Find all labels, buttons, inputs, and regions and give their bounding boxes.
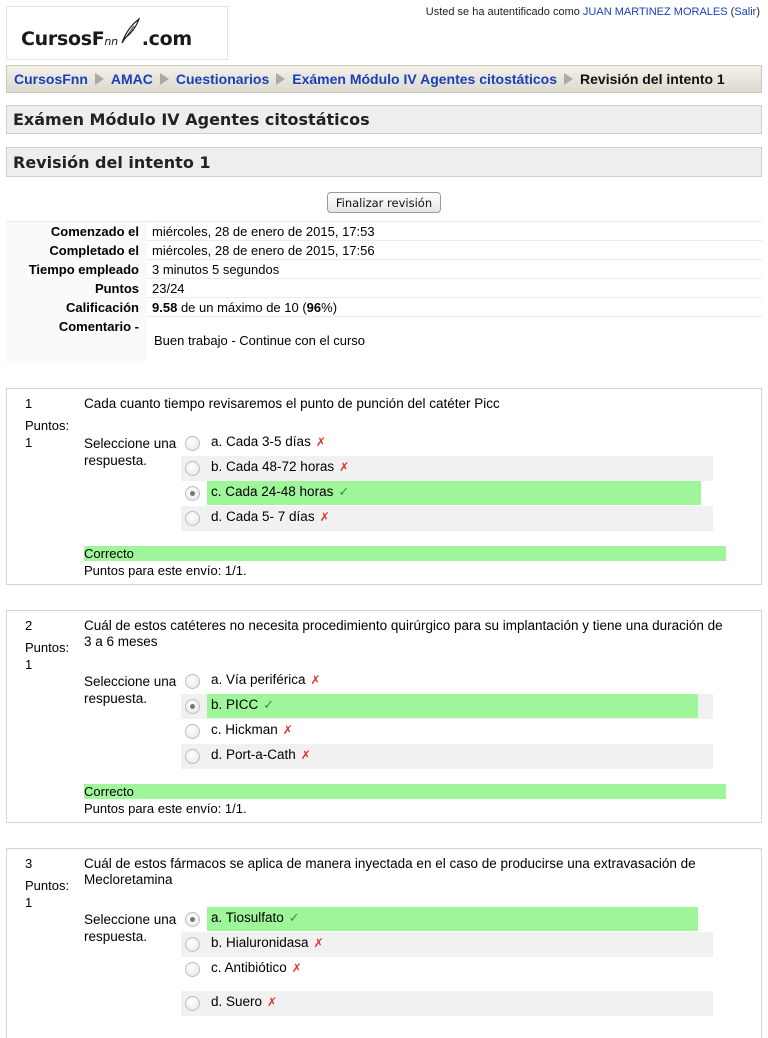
grade-mid: de un máximo de 10 ( (180, 300, 307, 315)
answer-label: b. PICC ✓ (207, 694, 698, 718)
answer-label: c. Cada 24-48 horas ✓ (207, 481, 701, 505)
answer-list (181, 669, 713, 769)
logout-link[interactable]: Salir (734, 6, 757, 18)
radio-button-selected[interactable] (185, 699, 200, 714)
answer-option[interactable] (181, 506, 713, 531)
summary-row-comment (6, 317, 762, 364)
breadcrumb (6, 65, 762, 93)
section-title: Revisión del intento 1 (6, 147, 762, 177)
completed-label: Completado el (49, 243, 139, 258)
incorrect-icon: ✗ (313, 936, 324, 950)
started-value: miércoles, 28 de enero de 2015, 17:53 (147, 222, 762, 241)
answer-label: a. Cada 3-5 días ✗ (211, 434, 326, 449)
correct-icon: ✓ (288, 910, 300, 925)
radio-button[interactable] (185, 724, 200, 739)
answer-option[interactable] (181, 932, 713, 957)
answer-option[interactable] (181, 694, 713, 719)
answer-label: a. Tiosulfato ✓ (207, 907, 698, 931)
started-label: Comenzado el (50, 224, 139, 239)
incorrect-icon: ✗ (282, 723, 293, 737)
points-value: 23/24 (147, 279, 762, 298)
question-points: Puntos: 1 (25, 418, 70, 450)
grade-end: %) (321, 300, 338, 315)
answer-option[interactable] (181, 744, 713, 769)
question-number: 3 (25, 856, 33, 871)
breadcrumb-cursosfnn[interactable]: CursosFnn (14, 71, 88, 87)
incorrect-icon: ✗ (339, 460, 350, 474)
question-number: 2 (25, 618, 33, 633)
user-name-link[interactable]: JUAN MARTINEZ MORALES (582, 6, 728, 18)
correct-icon: ✓ (338, 484, 350, 499)
grade-score: 9.58 (152, 300, 178, 315)
answer-label: b. Cada 48-72 horas ✗ (211, 459, 350, 474)
radio-button[interactable] (185, 962, 200, 977)
answer-list (181, 431, 713, 531)
page-title: Exámen Módulo IV Agentes citostáticos (6, 105, 762, 134)
feather-icon (119, 17, 141, 45)
feedback-correct: Correcto (84, 546, 726, 561)
breadcrumb-current: Revisión del intento 1 (580, 71, 725, 87)
incorrect-icon: ✗ (291, 961, 302, 975)
time-value: 3 minutos 5 segundos (147, 260, 762, 279)
breadcrumb-exam[interactable]: Exámen Módulo IV Agentes citostáticos (292, 71, 558, 87)
breadcrumb-separator-icon (95, 73, 104, 85)
comment-value: Buen trabajo - Continue con el curso (147, 317, 762, 364)
incorrect-icon: ✗ (310, 673, 321, 687)
answer-option[interactable] (181, 431, 713, 456)
question-number: 1 (25, 396, 33, 411)
incorrect-icon: ✗ (319, 510, 330, 524)
question-text: Cada cuanto tiempo revisaremos el punto de punción del catéter Picc (84, 396, 500, 411)
answer-prompt: Seleccione una respuesta. (84, 912, 177, 944)
breadcrumb-amac[interactable]: AMAC (110, 71, 153, 87)
answer-option[interactable] (181, 481, 713, 506)
question-1 (6, 388, 762, 585)
radio-button[interactable] (185, 461, 200, 476)
answer-option[interactable] (181, 719, 713, 744)
comment-label: Comentario - (58, 319, 139, 334)
answer-prompt: Seleccione una respuesta. (84, 674, 177, 706)
question-3 (6, 848, 762, 1038)
question-text: Cuál de estos fármacos se aplica de manera inyectada en el caso de producirse una extravasación de Mecloretamina (84, 856, 696, 887)
answer-label: c. Hickman ✗ (211, 722, 293, 737)
summary-row-grade (6, 298, 762, 317)
summary-row-completed (6, 241, 762, 260)
answer-option[interactable] (181, 669, 713, 694)
answer-option[interactable] (181, 991, 713, 1016)
radio-button[interactable] (185, 511, 200, 526)
question-score: Puntos para este envío: 1/1. (84, 563, 247, 578)
radio-button[interactable] (185, 749, 200, 764)
question-points: Puntos: 1 (25, 640, 70, 672)
time-label: Tiempo empleado (28, 262, 139, 277)
radio-button-selected[interactable] (185, 912, 200, 927)
summary-row-time (6, 260, 762, 279)
radio-button[interactable] (185, 436, 200, 451)
breadcrumb-separator-icon (276, 73, 285, 85)
answer-label: d. Suero ✗ (211, 994, 278, 1009)
finish-review-button[interactable]: Finalizar revisión (327, 192, 441, 213)
answer-label: d. Cada 5- 7 días ✗ (211, 509, 330, 524)
incorrect-icon: ✗ (300, 748, 311, 762)
points-label: Puntos (94, 281, 139, 296)
incorrect-icon: ✗ (315, 435, 326, 449)
answer-option[interactable] (181, 456, 713, 481)
answer-label: a. Vía periférica ✗ (211, 672, 321, 687)
radio-button[interactable] (185, 937, 200, 952)
grade-label: Calificación (66, 300, 139, 315)
breadcrumb-cuestionarios[interactable]: Cuestionarios (175, 71, 270, 87)
question-points: Puntos: 1 (25, 878, 70, 910)
feedback-correct: Correcto (84, 784, 726, 799)
grade-percent: 96 (306, 300, 322, 315)
summary-row-points (6, 279, 762, 298)
answer-label: b. Hialuronidasa ✗ (211, 935, 324, 950)
radio-button[interactable] (185, 674, 200, 689)
grade-value (147, 298, 762, 317)
login-prefix: Usted se ha autentificado como (425, 6, 580, 18)
answer-label: c. Antibiótico ✗ (211, 960, 302, 975)
incorrect-icon: ✗ (267, 995, 278, 1009)
logo-text: CursosFnn .com (21, 17, 192, 50)
question-text: Cuál de estos catéteres no necesita procedimiento quirúrgico para su implantación y tiene una duración de 3 a 6 meses (84, 618, 723, 649)
login-info: Usted se ha autentificado como JUAN MARTINEZ MORALES (Salir) (425, 6, 760, 18)
question-score: Puntos para este envío: 1/1. (84, 801, 247, 816)
breadcrumb-separator-icon (564, 73, 573, 85)
attempt-summary (6, 221, 762, 363)
question-2 (6, 610, 762, 823)
radio-button[interactable] (185, 996, 200, 1011)
completed-value: miércoles, 28 de enero de 2015, 17:56 (147, 241, 762, 260)
answer-option[interactable] (181, 907, 713, 932)
site-logo[interactable] (6, 6, 228, 60)
answer-label: d. Port-a-Cath ✗ (211, 747, 311, 762)
correct-icon: ✓ (263, 697, 275, 712)
answer-option[interactable] (181, 957, 713, 991)
answer-prompt: Seleccione una respuesta. (84, 436, 177, 468)
summary-row-started (6, 222, 762, 241)
breadcrumb-separator-icon (160, 73, 169, 85)
answer-list (181, 907, 713, 1016)
radio-button-selected[interactable] (185, 486, 200, 501)
